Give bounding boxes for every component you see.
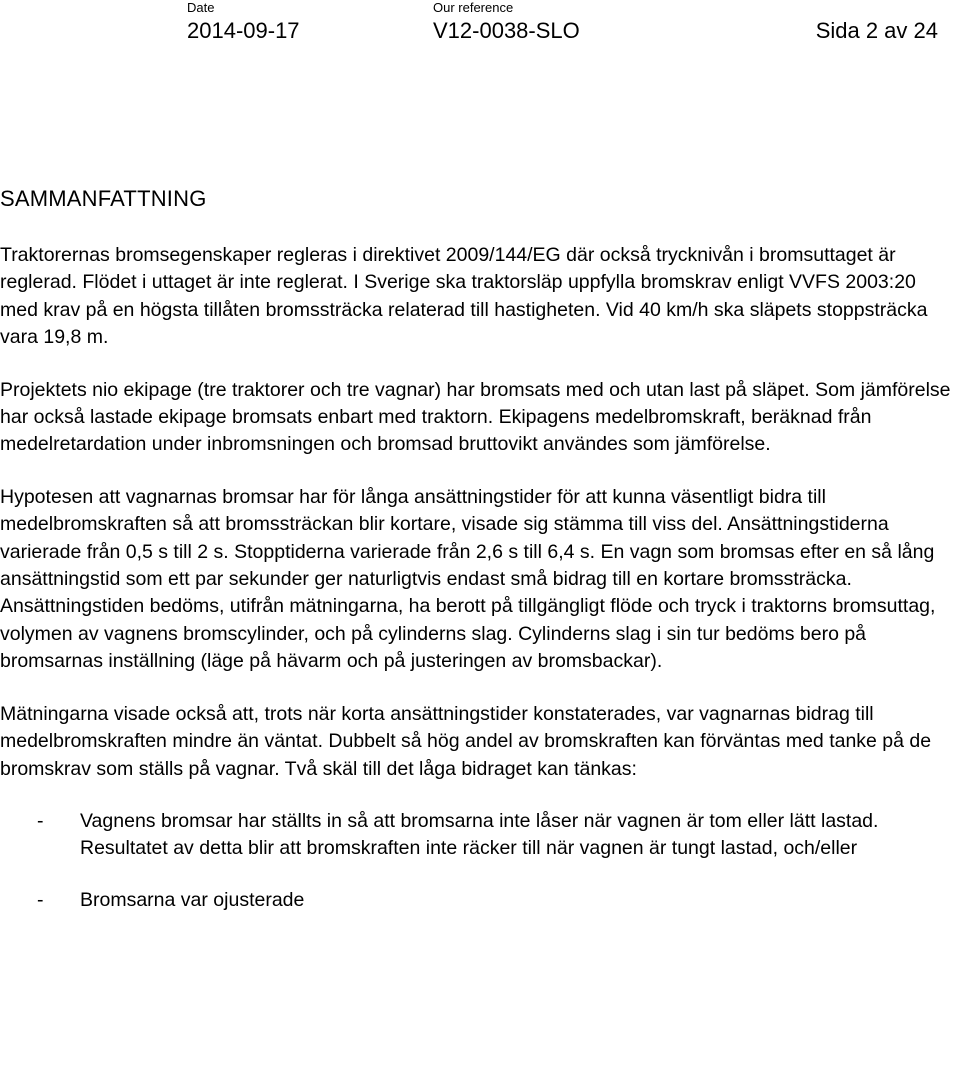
list-item (0, 808, 958, 863)
list-item-text: Bromsarna var ojusterade (80, 888, 305, 911)
list-dash: - (37, 888, 44, 911)
paragraph: Projektets nio ekipage (tre traktorer och tre vagnar) har bromsats med och utan last på släpet. Som jämförelse har också lastade ekipage bromsats enbart med traktorn. Ekipagens medelbromskraft, beräknad från medelretardation under inbromsningen och bromsad bruttovikt användes som jämförelse. (0, 378, 951, 456)
header-reference (433, 0, 580, 44)
page-indicator: Sida 2 av 24 (815, 18, 938, 43)
document-body (0, 184, 958, 938)
paragraph: Mätningarna visade också att, trots när korta ansättningstider konstaterades, var vagnarnas bidrag till medelbromskraften mindre än väntat. Dubbelt så hög andel av bromskraften kan förväntas med tanke på de bromskrav som ställs på vagnar. Två skäl till det låga bidraget kan tänkas: (0, 702, 932, 780)
date-value: 2014-09-17 (187, 18, 300, 43)
reason-list (0, 808, 958, 914)
reference-value: V12-0038-SLO (433, 18, 580, 43)
page-header (0, 0, 960, 48)
section-heading: SAMMANFATTNING (0, 186, 207, 211)
list-dash: - (37, 809, 44, 832)
paragraph: Hypotesen att vagnarnas bromsar har för långa ansättningstider för att kunna väsentligt bidra till medelbromskraften så att bromssträckan blir kortare, visade sig stämma till viss del. Ansättningstiderna varierade från 0,5 s till 2 s. Stopptiderna varierade från 2,6 s till 6,4 s. En vagn som bromsas efter en så lång ansättningstid som ett par sekunder ger naturligtvis endast små bidrag till en kortare bromssträcka. Ansättningstiden bedöms, utifrån mätningarna, ha berott på tillgängligt flöde och tryck i traktorns bromsuttag, volymen av vagnens bromscylinder, och på cylinderns slag. Cylinderns slag i sin tur bedöms bero på bromsarnas inställning (läge på hävarm och på justeringen av bromsbackar). (0, 485, 936, 673)
paragraph: Traktorernas bromsegenskaper regleras i direktivet 2009/144/EG där också trycknivån i bromsuttaget är reglerad. Flödet i uttaget är inte reglerat. I Sverige ska traktorsläp uppfylla bromskrav enligt VVFS 2003:20 med krav på en högsta tillåten bromssträcka relaterad till hastigheten. Vid 40 km/h ska släpets stoppsträcka vara 19,8 m. (0, 244, 928, 349)
date-label: Date (187, 0, 215, 15)
header-page-indicator (816, 0, 938, 44)
reference-label: Our reference (433, 0, 514, 15)
list-item (0, 887, 958, 914)
list-item-text: Vagnens bromsar har ställts in så att bromsarna inte låser när vagnen är tom eller lätt lastad. Resultatet av detta blir att bromskraften inte räcker till när vagnen är tungt lastad, och/eller (80, 809, 879, 860)
header-date (187, 0, 300, 44)
